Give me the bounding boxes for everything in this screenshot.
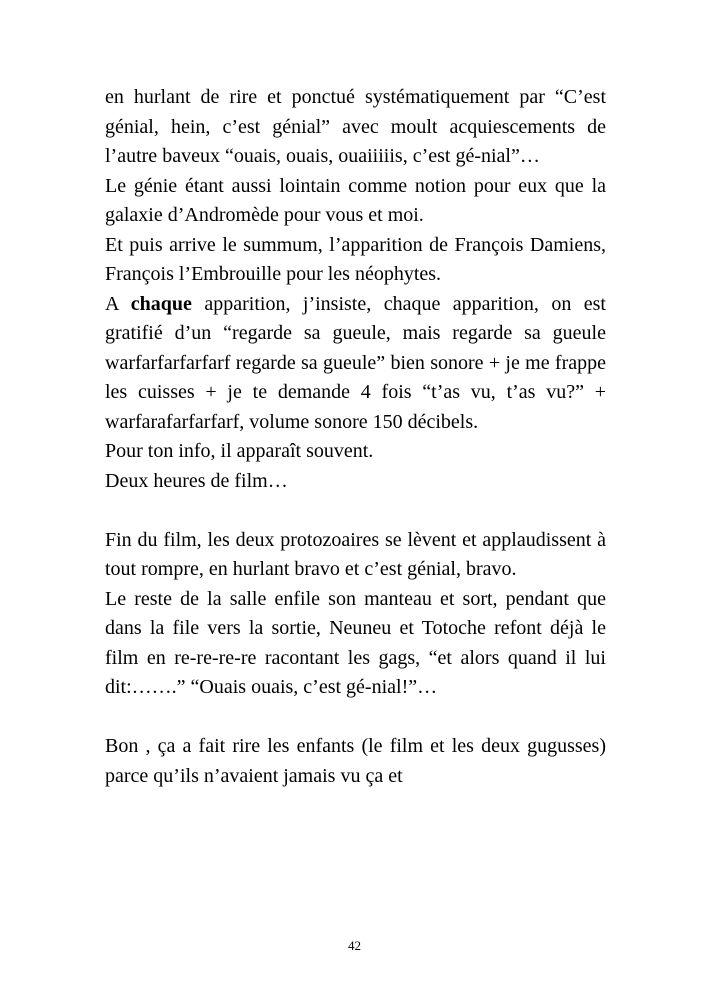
paragraph: [105, 290, 606, 438]
paragraph: Le reste de la salle enfile son manteau et sort, pendant que dans la file vers la sortie, Neuneu et Totoche refont déjà le film en re-re-re-re racontant les gags, “et alors quand il lui dit:…….” “Ouais ouais, c’est gé-nial!”…: [105, 587, 606, 698]
page-body-text: [105, 83, 606, 791]
paragraph-text-segment: apparition, j’insiste, chaque apparition, on est gratifié d’un “regarde sa gueule, mais regarde sa gueule warfarfarfarfarf regarde sa gueule” bien sonore + je me frappe les cuisses + je te demande 4 fois “t’as vu, t’as vu?” + warfarafarfarfarf, volume sonore 150 décibels.: [105, 292, 606, 433]
paragraph-text-segment: A: [105, 292, 131, 315]
page-number: 42: [348, 938, 361, 953]
paragraph: Fin du film, les deux protozoaires se lèvent et applaudissent à tout rompre, en hurlant bravo et c’est génial, bravo.: [105, 528, 606, 580]
paragraph: Le génie étant aussi lointain comme notion pour eux que la galaxie d’Andromède pour vous et moi.: [105, 174, 606, 226]
paragraph: Pour ton info, il apparaît souvent.: [105, 440, 374, 462]
paragraph: Et puis arrive le summum, l’apparition de François Damiens, François l’Embrouille pour les néophytes.: [105, 233, 606, 285]
paragraph: Deux heures de film…: [105, 469, 288, 492]
paragraph: Bon , ça a fait rire les enfants (le film et les deux gugusses) parce qu’ils n’avaient jamais vu ça et: [105, 735, 606, 787]
paragraph-bold-segment: chaque: [130, 292, 192, 315]
paragraph: en hurlant de rire et ponctué systématiquement par “C’est génial, hein, c’est génial” avec moult acquiescements de l’autre baveux “ouais, ouais, ouaiiiiis, c’est gé-nial”…: [105, 86, 606, 167]
